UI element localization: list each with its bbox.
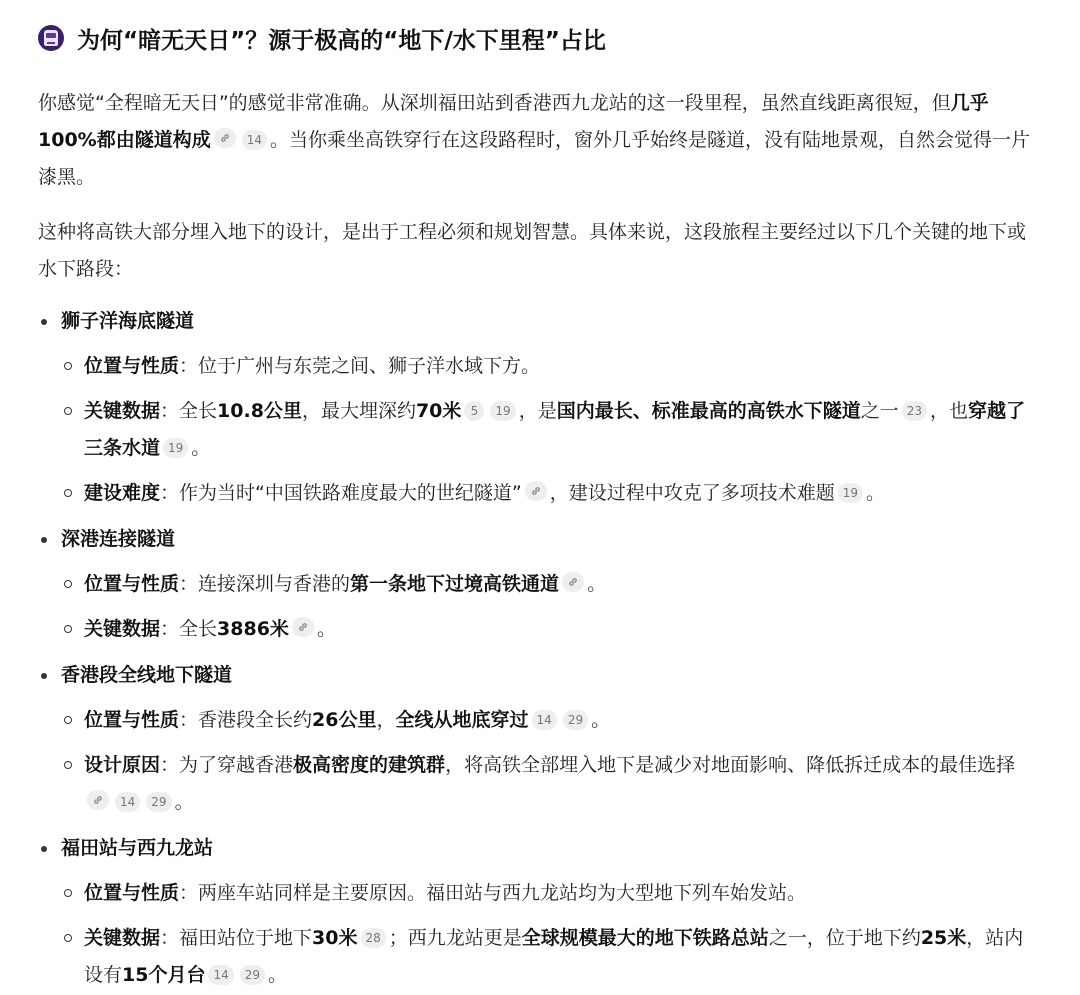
section-heading: 深港连接隧道 <box>61 528 176 550</box>
intro-paragraph-2: 这种将高铁大部分埋入地下的设计，是出于工程必须和规划智慧。具体来说，这段旅程主要经过以下几个关键的地下或水下路段： <box>38 221 1027 280</box>
citation-badge[interactable]: 29 <box>563 710 588 730</box>
section-title <box>38 20 1040 56</box>
citation-badge[interactable]: 29 <box>240 965 265 985</box>
train-icon <box>38 25 64 51</box>
citation-badge[interactable]: 28 <box>361 928 386 948</box>
list-item: 关键数据：全长3886米 。 <box>61 611 1040 648</box>
section-heading: 狮子洋海底隧道 <box>61 310 195 332</box>
section-heading: 福田站与西九龙站 <box>61 837 214 859</box>
link-citation-icon[interactable] <box>292 617 314 637</box>
section-heading: 香港段全线地下隧道 <box>61 664 233 686</box>
list-item <box>38 656 1040 821</box>
tunnel-section-list <box>38 302 1040 994</box>
list-item: 位置与性质：位于广州与东莞之间、狮子洋水域下方。 <box>61 348 1040 385</box>
list-item: 设计原因：为了穿越香港极高密度的建筑群，将高铁全部埋入地下是减少对地面影响、降低拆迁成本的最佳选择 14 29 。 <box>61 747 1040 821</box>
citation-badge[interactable]: 14 <box>242 130 267 150</box>
citation-badge[interactable]: 14 <box>532 710 557 730</box>
citation-badge[interactable]: 19 <box>163 438 188 458</box>
list-item <box>38 302 1040 512</box>
citation-badge[interactable]: 23 <box>902 401 927 421</box>
link-citation-icon[interactable] <box>214 128 236 148</box>
list-item <box>38 829 1040 994</box>
list-item: 建设难度：作为当时“中国铁路难度最大的世纪隧道” ，建设过程中攻克了多项技术难题 19 。 <box>61 475 1040 512</box>
sub-list <box>61 875 1040 994</box>
intro-paragraph-1: 你感觉“全程暗无天日”的感觉非常准确。从深圳福田站到香港西九龙站的这一段里程，虽然直线距离很短，但几乎100%都由隧道构成 14 。当你乘坐高铁穿行在这段路程时，窗外几乎始终是隧道，没有陆地景观，自然会觉得一片漆黑。 <box>38 92 1030 188</box>
section-title-text: 为何“暗无天日”？源于极高的“地下/水下里程”占比 <box>77 27 606 54</box>
list-item: 位置与性质：两座车站同样是主要原因。福田站与西九龙站均为大型地下列车始发站。 <box>61 875 1040 912</box>
bold-text: 几乎100%都由隧道构成 <box>38 92 989 151</box>
citation-badge[interactable]: 29 <box>146 792 171 812</box>
citation-badge[interactable]: 14 <box>115 792 140 812</box>
link-citation-icon[interactable] <box>525 481 547 501</box>
list-item: 位置与性质：香港段全长约26公里，全线从地底穿过 14 29 。 <box>61 702 1040 739</box>
list-item: 位置与性质：连接深圳与香港的第一条地下过境高铁通道 。 <box>61 566 1040 603</box>
list-item: 关键数据：全长10.8公里，最大埋深约70米 5 19 ，是国内最长、标准最高的高铁水下隧道之一 23 ，也穿越了三条水道 19 。 <box>61 393 1040 467</box>
citation-badge[interactable]: 19 <box>490 401 515 421</box>
sub-list <box>61 566 1040 648</box>
citation-badge[interactable]: 14 <box>208 965 233 985</box>
sub-list <box>61 348 1040 512</box>
citation-badge[interactable]: 5 <box>464 401 484 421</box>
link-citation-icon[interactable] <box>87 790 109 810</box>
list-item: 关键数据：福田站位于地下30米 28 ；西九龙站更是全球规模最大的地下铁路总站之一，位于地下约25米，站内设有15个月台 14 29 。 <box>61 920 1040 994</box>
sub-list <box>61 702 1040 821</box>
link-citation-icon[interactable] <box>562 572 584 592</box>
list-item <box>38 520 1040 648</box>
citation-badge[interactable]: 19 <box>838 483 863 503</box>
